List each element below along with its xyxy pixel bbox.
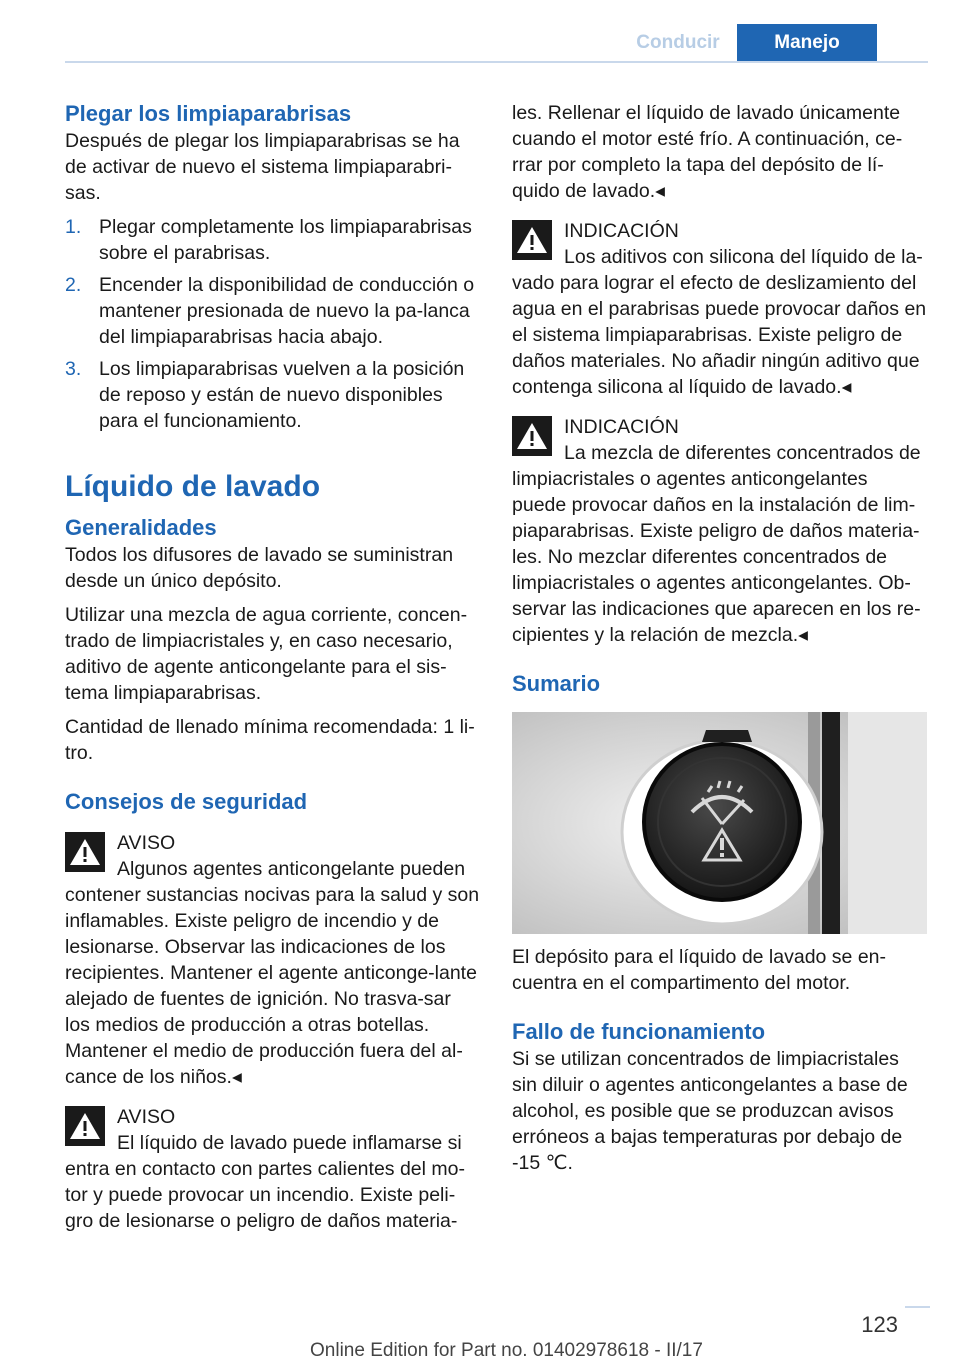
- list-item: 2. Encender la disponibilidad de conducción o mantener presionada de nuevo la pa‐lanca del limpiaparabrisas hacia abajo.: [65, 274, 475, 348]
- list-item: 1. Plegar completamente los limpiaparabrisas sobre el parabrisas.: [65, 216, 472, 264]
- warning-title: AVISO: [117, 1106, 176, 1128]
- warning-title: AVISO: [117, 832, 176, 854]
- edition-footer: Online Edition for Part no. 01402978618 - II/17: [310, 1340, 703, 1361]
- section-title-plegar: Plegar los limpiaparabrisas: [65, 101, 352, 126]
- header-rule: [65, 61, 928, 63]
- section-title-liquido: Líquido de lavado: [65, 470, 321, 503]
- warning-triangle-icon: [512, 416, 552, 456]
- list-item: 3. Los limpiaparabrisas vuelven a la posición de reposo y están de nuevo disponibles para el funcionamiento.: [65, 358, 465, 432]
- washer-reservoir-cap-photo: [512, 712, 927, 934]
- note-block-1: [512, 218, 927, 400]
- section-title-generalidades: Generalidades: [65, 515, 217, 540]
- gen-paragraph-3: Cantidad de llenado mínima recomendada: 1 li‐tro.: [65, 716, 475, 764]
- plegar-intro: Después de plegar los limpiaparabrisas se ha de activar de nuevo el sistema limpiaparabri‐sas.: [65, 130, 460, 204]
- footer-rule: [905, 1306, 930, 1308]
- fallo-text: Si se utilizan concentrados de limpiacristales sin diluir o agentes anticongelantes a base de alcohol, es posible que se produzcan avisos erróneos a bajas temperaturas por debajo de -15 ℃.: [512, 1048, 908, 1174]
- note-block-2: [512, 414, 927, 648]
- continued-text: les. Rellenar el líquido de lavado únicamente cuando el motor esté frío. A continuación, ce‐rrar por completo la tapa del depósito de lí‐quido de lavado.◂: [512, 102, 903, 202]
- note-title: INDICACIÓN: [564, 220, 679, 242]
- left-column: [65, 100, 480, 1242]
- warning-text: Algunos agentes anticongelante pueden contener sustancias nocivas para la salud y son inflamables. Existe peligro de incendio y de lesionarse. Observar las indicaciones de los recipientes. Mantener el agente anticonge‐lante alejado de fuentes de ignición. No trasva‐sar los medios de producción a otras botellas. Mantener el medio de producción fuera del al‐cance de los niños.◂: [65, 858, 480, 1088]
- note-text: Los aditivos con silicona del líquido de la‐vado para lograr el efecto de deslizamiento del agua en el parabrisas puede provocar daños en el sistema limpiaparabrisas. Existe peligro de daños materiales. No añadir ningún aditivo que contenga silicona al líquido de lavado.◂: [512, 246, 927, 398]
- note-title: INDICACIÓN: [564, 416, 679, 438]
- page-number: 123: [861, 1312, 898, 1337]
- warning-triangle-icon: [512, 220, 552, 260]
- section-title-sumario: Sumario: [512, 671, 601, 696]
- steps-list: [65, 214, 480, 434]
- tab-manejo[interactable]: Manejo: [737, 24, 877, 61]
- warning-triangle-icon: [65, 832, 105, 872]
- warning-text: El líquido de lavado puede inflamarse si entra en contacto con partes calientes del mo‐tor y puede provocar un incendio. Existe peli‐gro de lesionarse o peligro de daños materia‐: [65, 1132, 465, 1232]
- sumario-text: El depósito para el líquido de lavado se en‐cuentra en el compartimento del motor.: [512, 946, 887, 994]
- gen-paragraph-1: Todos los difusores de lavado se suministran desde un único depósito.: [65, 544, 454, 592]
- warning-block-1: [65, 830, 480, 1090]
- warning-triangle-icon: [65, 1106, 105, 1146]
- note-text: La mezcla de diferentes concentrados de limpiacristales o agentes anticongelantes puede provocar daños en la instalación de lim‐piaparabrisas. Existe peligro de daños materia‐les. No mezclar diferentes concentrados de limpiacristales o agentes anticongelantes. Ob‐servar las indicaciones que aparecen en los re‐cipientes y la relación de mezcla.◂: [512, 442, 921, 646]
- section-title-fallo: Fallo de funcionamiento: [512, 1019, 766, 1044]
- right-column: [512, 100, 927, 1184]
- gen-paragraph-2: Utilizar una mezcla de agua corriente, concen‐trado de limpiacristales y, en caso necesario, aditivo de agente anticongelante para el sis‐tema limpiaparabrisas.: [65, 604, 468, 704]
- tab-conducir[interactable]: Conducir: [618, 24, 738, 61]
- warning-block-2: [65, 1104, 480, 1234]
- section-title-consejos: Consejos de seguridad: [65, 789, 308, 814]
